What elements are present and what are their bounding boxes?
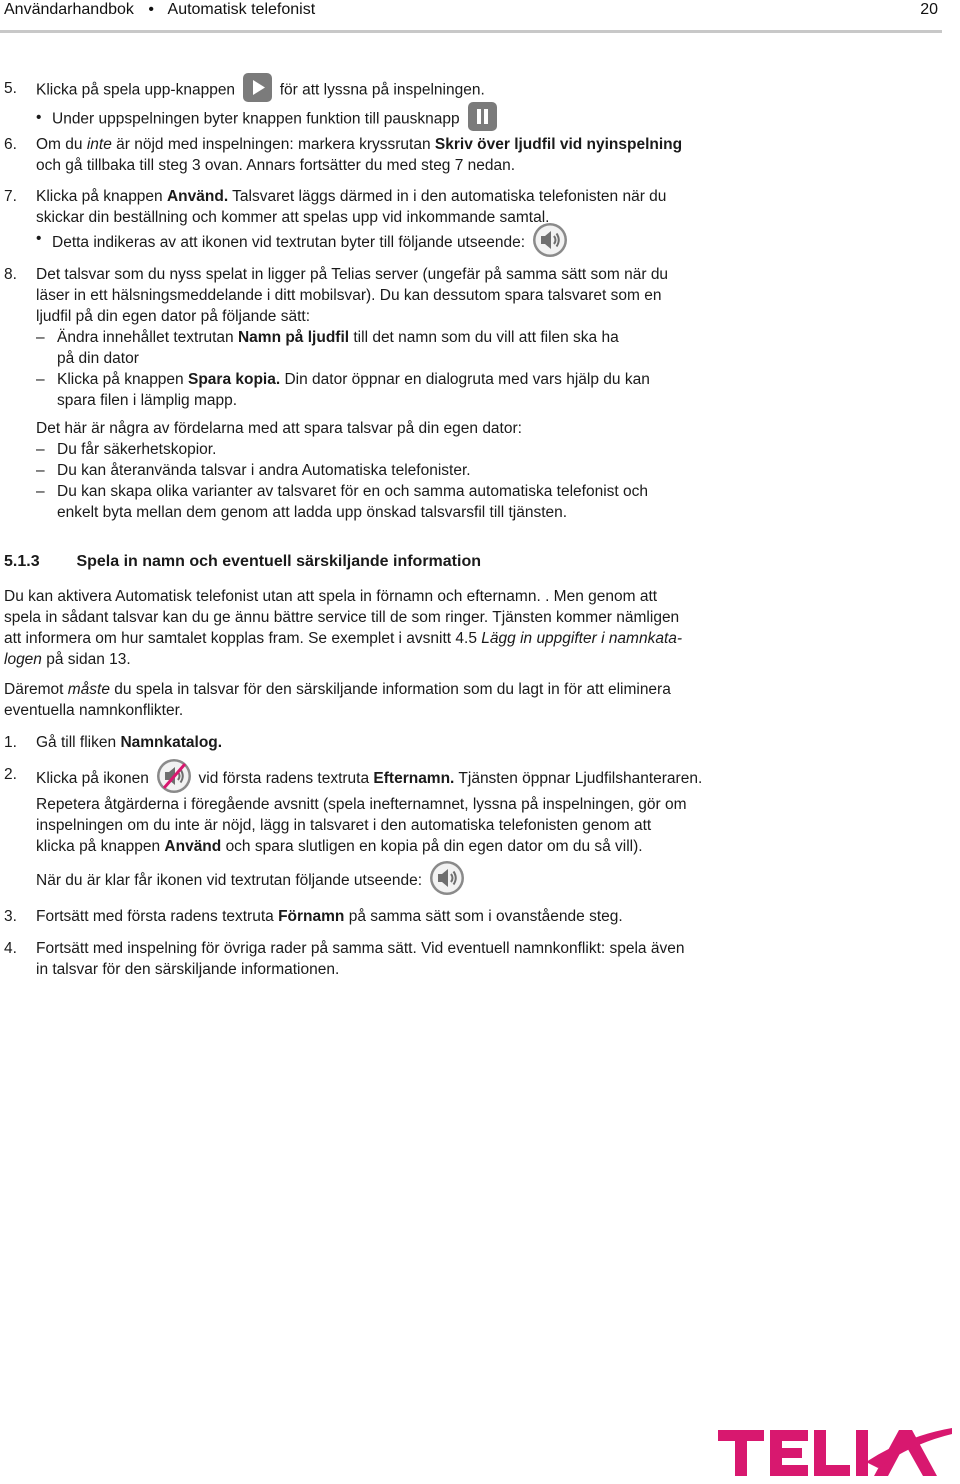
dash: – [36, 329, 45, 346]
item-text: Din dator öppnar en dialogruta med vars hjälp du kan [284, 371, 650, 388]
dash-item [0, 460, 960, 481]
bullet: • [36, 230, 42, 247]
dash-item [0, 369, 960, 411]
step-7-bullet [0, 228, 960, 258]
step-number: 3. [4, 908, 17, 925]
page-content [0, 78, 960, 980]
step-5 [0, 78, 960, 103]
step-2-result [36, 866, 960, 896]
play-icon [242, 72, 273, 103]
step-text: in talsvar för den särskiljande informationen. [36, 961, 340, 978]
step-text: och spara slutligen en kopia på din egen dator om du så vill). [225, 838, 643, 855]
bold-text: Efternamn. [373, 770, 455, 788]
bullet-text: Detta indikeras av att ikonen vid textrutan byter till följande utseende: [52, 234, 526, 252]
bullet-text: Under uppspelningen byter knappen funktion till pausknapp [52, 110, 460, 128]
speaker-muted-icon [156, 758, 192, 794]
step-text: Repetera åtgärderna i föregående avsnitt (spela inefternamnet, lyssna på inspelningen, gör om [36, 796, 687, 813]
step-text: Klicka på ikonen [36, 770, 149, 788]
step-text: läser in ett hälsningsmeddelande i ditt mobilsvar). Du kan dessutom spara talsvaret som en [36, 287, 662, 304]
step-text: Om du [36, 136, 83, 153]
step-8 [0, 264, 960, 327]
step-text: på samma sätt som i ovanstående steg. [348, 908, 623, 925]
bold-text: Namn på ljudfil [237, 329, 350, 346]
item-text: Du kan återanvända talsvar i andra Automatiska telefonister. [57, 462, 471, 479]
bold-text: Spara kopia. [187, 371, 281, 388]
numbered-step-2 [0, 764, 960, 896]
advantages-intro: Det här är några av fördelarna med att spara talsvar på din egen dator: [36, 420, 522, 437]
paragraph-text: att informera om hur samtalet kopplas fram. Se exemplet i avsnitt 4.5 [4, 630, 477, 647]
item-text: enkelt byta mellan dem genom att ladda upp önskad talsvarsfil till tjänsten. [57, 504, 568, 521]
emphasis-text: måste [67, 681, 110, 698]
step-text: klicka på knappen [36, 838, 161, 855]
item-text: Ändra innehållet textrutan [57, 329, 234, 346]
section-heading-title: Spela in namn och eventuell särskiljande information [76, 553, 481, 570]
dash-item [0, 481, 960, 523]
paragraph-text: eventuella namnkonflikter. [4, 702, 184, 719]
bold-text: Förnamn [278, 908, 345, 925]
step-text: Gå till fliken [36, 734, 117, 751]
speaker-icon [532, 222, 568, 258]
step-text: Fortsätt med inspelning för övriga rader på samma sätt. Vid eventuell namnkonflikt: spela även [36, 940, 685, 957]
item-text: Du får säkerhetskopior. [57, 441, 217, 458]
header-rule [0, 30, 942, 33]
step-text: är nöjd med inspelningen: markera kryssrutan [116, 136, 431, 153]
paragraph-text: spela in sådant talsvar kan du ge ännu bättre service till de som ringer. Tjänsten kommer nämligen [4, 609, 680, 626]
item-text: Du kan skapa olika varianter av talsvaret för en och samma automatiska telefonist och [57, 483, 649, 500]
step-text: När du är klar får ikonen vid textrutan följande utseende: [36, 872, 423, 890]
step-5-bullet [0, 107, 960, 132]
step-number: 7. [4, 188, 17, 205]
pause-icon [467, 101, 498, 132]
emphasis-text: Lägg in uppgifter i namnkata- [481, 630, 683, 647]
step-6 [0, 134, 960, 176]
bold-text: Namnkatalog. [120, 734, 223, 751]
numbered-step-1 [0, 732, 960, 753]
dash: – [36, 371, 45, 388]
bullet: • [36, 109, 42, 126]
paragraph-text: du spela in talsvar för den särskiljande information som du lagt in för att eliminera [114, 681, 671, 698]
item-text: till det namn som du vill att filen ska ha [353, 329, 619, 346]
bold-text: Använd. [166, 188, 229, 205]
dash: – [36, 483, 45, 500]
step-number: 8. [4, 266, 17, 283]
dash-item [0, 439, 960, 460]
bold-text: Skriv över ljudfil vid nyinspelning [434, 136, 683, 153]
step-text: ljudfil på din egen dator på följande sätt: [36, 308, 311, 325]
step-number: 6. [4, 136, 17, 153]
step-text: Klicka på spela upp-knappen [36, 81, 236, 99]
item-text: på din dator [57, 350, 139, 367]
step-text: för att lyssna på inspelningen. [279, 81, 485, 99]
step-text: skickar din beställning och kommer att spelas upp vid inkommande samtal. [36, 209, 550, 226]
paragraph-text: Däremot [4, 681, 64, 698]
step-number: 5. [4, 80, 17, 97]
step-number: 4. [4, 940, 17, 957]
paragraph-2 [4, 679, 960, 721]
emphasis-text: logen [4, 651, 42, 668]
step-text: vid första radens textruta [198, 770, 370, 788]
step-text: inspelningen om du inte är nöjd, lägg in talsvaret i den automatiska telefonisten genom att [36, 817, 652, 834]
section-number: 5.1.3 [4, 553, 40, 570]
section-title: Automatisk telefonist [167, 1, 316, 18]
header-separator: • [148, 1, 154, 18]
step-7 [0, 186, 960, 228]
dash: – [36, 441, 45, 458]
page-number: 20 [920, 1, 938, 18]
step-text: Tjänsten öppnar Ljudfilshanteraren. [458, 770, 703, 788]
numbered-step-4 [0, 938, 960, 980]
paragraph-text: Du kan aktivera Automatisk telefonist utan att spela in förnamn och efternamn. . Men genom att [4, 588, 658, 605]
dash-item [0, 327, 960, 369]
bold-text: Använd [164, 838, 222, 855]
dash: – [36, 462, 45, 479]
step-number: 2. [4, 766, 17, 783]
speaker-icon [429, 860, 465, 896]
numbered-step-3 [0, 906, 960, 927]
step-text: Klicka på knappen [36, 188, 163, 205]
page-header [4, 0, 940, 22]
step-text: Det talsvar som du nyss spelat in ligger på Telias server (ungefär på samma sätt som när du [36, 266, 669, 283]
item-text: spara filen i lämplig mapp. [57, 392, 238, 409]
item-text: Klicka på knappen [57, 371, 184, 388]
paragraph-text: på sidan 13. [46, 651, 131, 668]
doc-title: Användarhandbok [4, 1, 134, 18]
step-number: 1. [4, 734, 17, 751]
step-text: Talsvaret läggs därmed in i den automatiska telefonisten när du [232, 188, 667, 205]
step-text: och gå tillbaka till steg 3 ovan. Annars fortsätter du med steg 7 nedan. [36, 157, 516, 174]
section-heading [4, 551, 960, 572]
paragraph-1 [4, 586, 960, 670]
step-text: Fortsätt med första radens textruta [36, 908, 274, 925]
telia-logo [716, 1422, 954, 1478]
emphasis-text: inte [86, 136, 112, 153]
